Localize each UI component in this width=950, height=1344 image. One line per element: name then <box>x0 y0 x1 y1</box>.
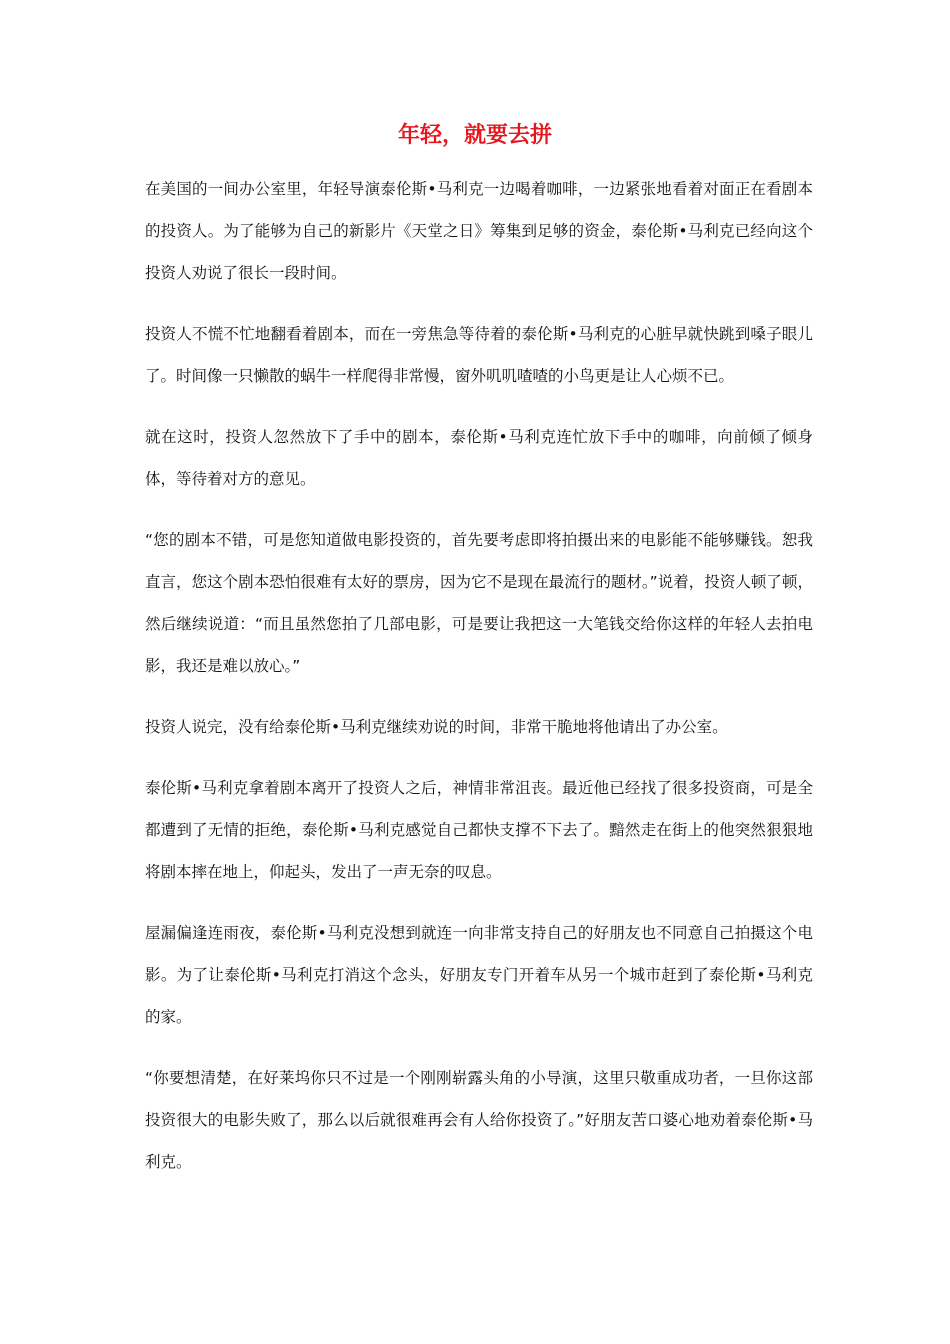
document-title: 年轻，就要去拼 <box>397 123 552 148</box>
document-body <box>145 168 813 1183</box>
paragraph-8: “你要想清楚，在好莱坞你只不过是一个刚刚崭露头角的小导演，这里只敬重成功者，一旦你这部投资很大的电影失败了，那么以后就很难再会有人给你投资了。”好朋友苦口婆心地劝着泰伦斯•马利克。 <box>145 1069 813 1171</box>
paragraph-3: 就在这时，投资人忽然放下了手中的剧本，泰伦斯•马利克连忙放下手中的咖啡，向前倾了倾身体，等待着对方的意见。 <box>145 428 813 488</box>
paragraph-5: 投资人说完，没有给泰伦斯•马利克继续劝说的时间，非常干脆地将他请出了办公室。 <box>145 718 728 736</box>
paragraph-7: 屋漏偏逢连雨夜，泰伦斯•马利克没想到就连一向非常支持自己的好朋友也不同意自己拍摄这个电影。为了让泰伦斯•马利克打消这个念头，好朋友专门开着车从另一个城市赶到了泰伦斯•马利克的家。 <box>145 924 813 1026</box>
paragraph-6: 泰伦斯•马利克拿着剧本离开了投资人之后，神情非常沮丧。最近他已经找了很多投资商，可是全都遭到了无情的拒绝，泰伦斯•马利克感觉自己都快支撑不下去了。黯然走在街上的他突然狠狠地将剧本摔在地上，仰起头，发出了一声无奈的叹息。 <box>145 779 813 881</box>
paragraph-1: 在美国的一间办公室里，年轻导演泰伦斯•马利克一边喝着咖啡，一边紧张地看着对面正在看剧本的投资人。为了能够为自己的新影片《天堂之日》筹集到足够的资金，泰伦斯•马利克已经向这个投资人劝说了很长一段时间。 <box>145 180 813 282</box>
paragraph-2: 投资人不慌不忙地翻看着剧本，而在一旁焦急等待着的泰伦斯•马利克的心脏早就快跳到嗓子眼儿了。时间像一只懒散的蜗牛一样爬得非常慢，窗外叽叽喳喳的小鸟更是让人心烦不已。 <box>145 325 813 385</box>
paragraph-4: “您的剧本不错，可是您知道做电影投资的，首先要考虑即将拍摄出来的电影能不能够赚钱。恕我直言，您这个剧本恐怕很难有太好的票房，因为它不是现在最流行的题材。”说着，投资人顿了顿，然后继续说道：“而且虽然您拍了几部电影，可是要让我把这一大笔钱交给你这样的年轻人去拍电影，我还是难以放心。” <box>145 531 813 675</box>
